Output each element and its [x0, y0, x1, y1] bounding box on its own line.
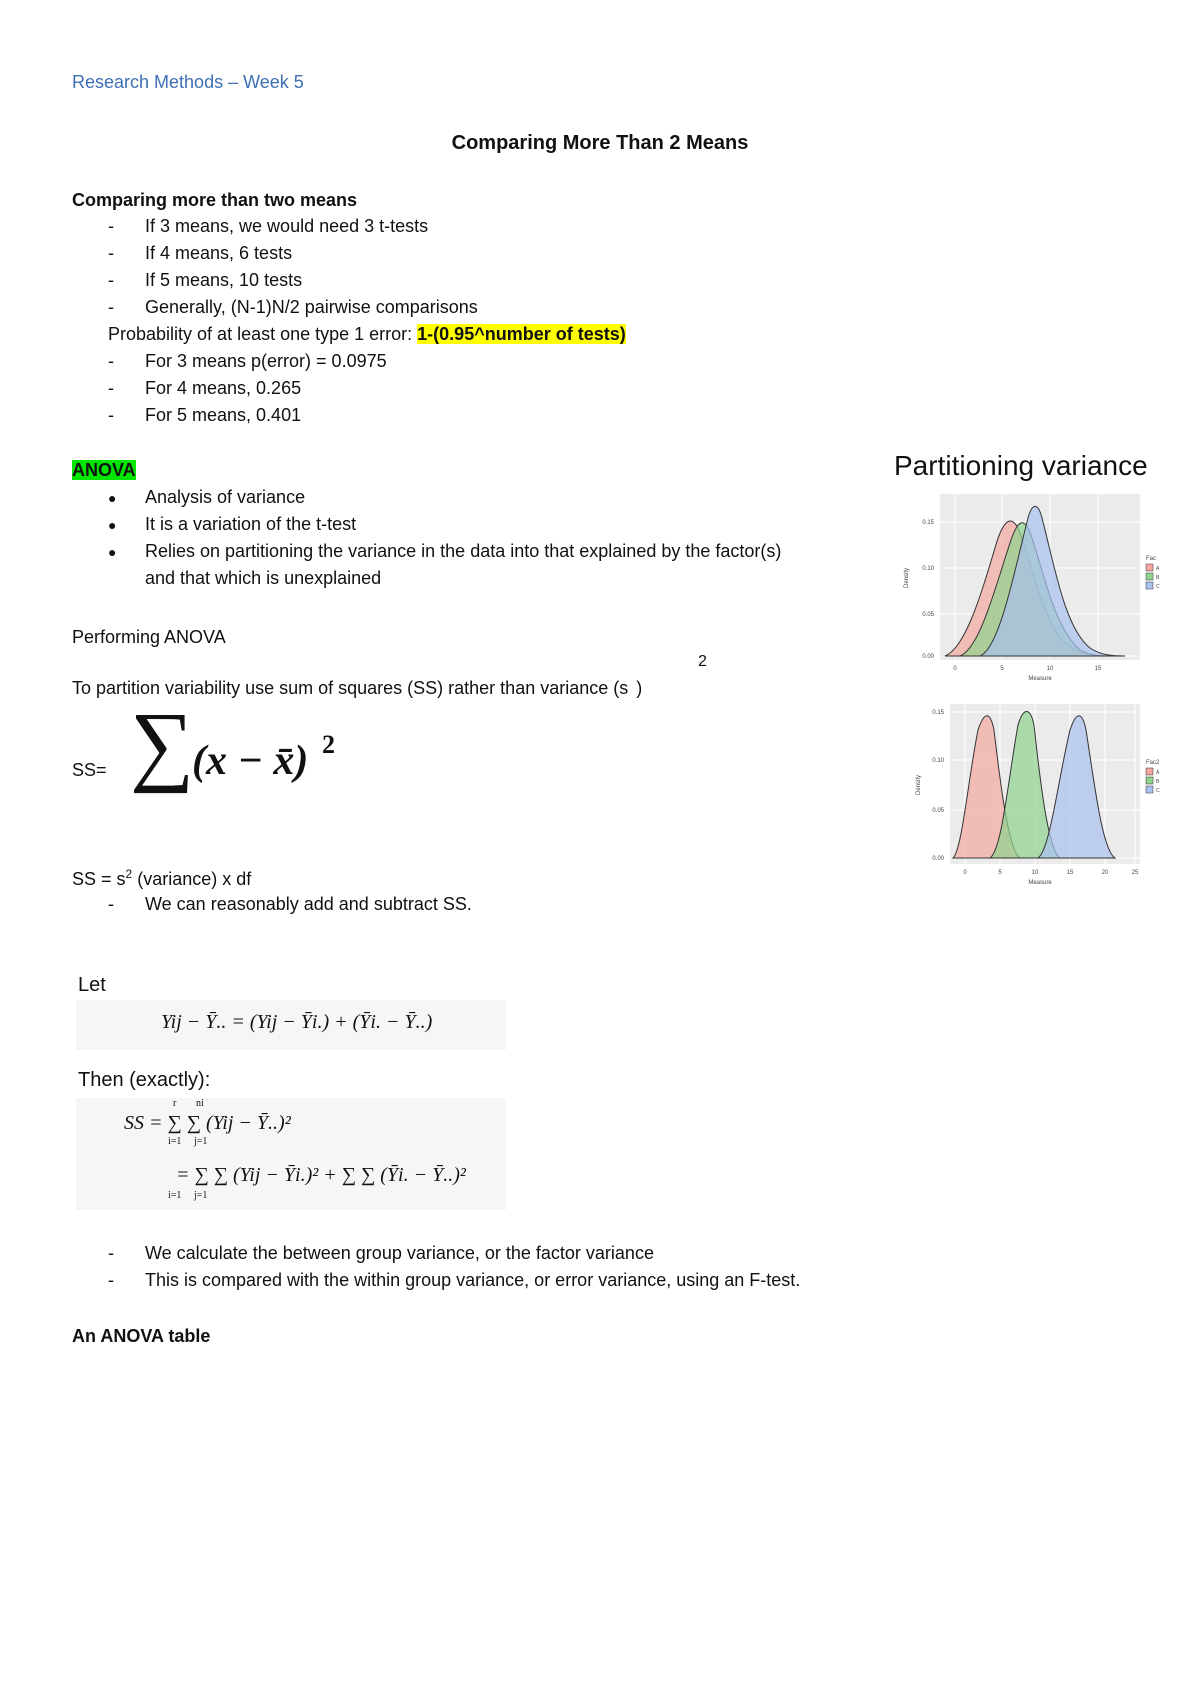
ss-formula-exponent: 2 [322, 730, 335, 759]
ss-formula-body: (x − x̄) [192, 738, 309, 784]
legend-swatch-b [1146, 573, 1153, 580]
x-tick-label: 5 [998, 870, 1002, 876]
y-axis-label: Density [904, 567, 910, 589]
ss-decomposition-box [76, 1098, 506, 1210]
legend-swatch-a [1146, 564, 1153, 571]
legend-label: B [1156, 575, 1160, 581]
variance-superscript: 2 [698, 653, 707, 670]
partition-text: To partition variability use sum of squares (SS) rather than variance (s ) [72, 678, 643, 698]
legend-swatch-c [1146, 786, 1153, 793]
density-plot-overlapping [890, 488, 1170, 688]
y-tick-label: 0.05 [932, 808, 944, 814]
list-item-text: Relies on partitioning the variance in the data into that explained by the factor(s) [145, 541, 782, 561]
x-tick-label: 15 [1094, 666, 1102, 672]
list-item-text: Analysis of variance [145, 487, 306, 507]
x-tick-label: 20 [1101, 870, 1109, 876]
y-axis-label: Density [916, 774, 922, 796]
list-item-text: For 5 means, 0.401 [145, 405, 302, 425]
sum-lower-limit: j=1 [194, 1190, 208, 1201]
performing-heading: Performing ANOVA [72, 627, 226, 647]
list-item-text: It is a variation of the t-test [145, 514, 357, 534]
anova-heading: ANOVA [72, 460, 136, 480]
list-item-text: If 5 means, 10 tests [145, 270, 303, 290]
list-item-text: We can reasonably add and subtract SS. [145, 894, 472, 914]
legend-label: A [1156, 566, 1160, 572]
sum-lower-limit: j=1 [194, 1136, 208, 1147]
density-plot-separated [890, 700, 1170, 890]
legend-swatch-c [1146, 582, 1153, 589]
y-tick-label: 0.15 [922, 520, 934, 526]
y-tick-label: 0.15 [932, 710, 944, 716]
legend-swatch-b [1146, 777, 1153, 784]
x-tick-label: 10 [1031, 870, 1039, 876]
x-tick-label: 25 [1131, 870, 1139, 876]
ss-equation: SS = $s^2$ (variance) x df [72, 867, 252, 889]
sigma-symbol: ∑ [130, 695, 195, 794]
legend-label: B [1156, 779, 1160, 785]
x-tick-label: 5 [1000, 666, 1004, 672]
page-title: Comparing More Than 2 Means [451, 132, 749, 154]
x-axis-label: Measure [1028, 676, 1052, 682]
list-item-text: This is compared with the within group variance, or error variance, using an F-test. [145, 1270, 801, 1290]
legend-title: Fac2 [1146, 760, 1160, 766]
let-equation-box [76, 1000, 506, 1050]
y-tick-label: 0.10 [932, 758, 944, 764]
then-label: Then (exactly): [78, 1069, 211, 1091]
let-label: Let [78, 974, 106, 996]
probability-line [108, 324, 626, 345]
probability-label: Probability of at least one type 1 error: [108, 324, 418, 344]
x-tick-label: 0 [963, 870, 967, 876]
document-header: Research Methods – Week 5 [72, 72, 304, 92]
legend-swatch-a [1146, 768, 1153, 775]
let-equation: Yij − Ȳ.. = (Yij − Ȳi.) + (Ȳi. − Ȳ..) [161, 1011, 433, 1033]
y-tick-label: 0.05 [922, 612, 934, 618]
ss-partition-equation: = ∑ ∑ (Yij − Ȳi.)² + ∑ ∑ (Ȳi. − Ȳ..)² [176, 1164, 466, 1186]
probability-formula: 1-(0.95^number of tests) [417, 324, 626, 344]
x-axis-label: Measure [1028, 880, 1052, 886]
anova-table-heading: An ANOVA table [72, 1326, 211, 1346]
list-item-text: If 3 means, we would need 3 t-tests [145, 216, 429, 236]
x-tick-label: 10 [1046, 666, 1054, 672]
legend-title: Fac [1146, 556, 1157, 562]
sum-upper-limit: ni [196, 1098, 204, 1109]
x-tick-label: 15 [1066, 870, 1074, 876]
sum-upper-limit: r [173, 1098, 177, 1109]
y-tick-label: 0.00 [932, 856, 944, 862]
ss-total-equation: SS = ∑ ∑ (Yij − Ȳ..)² [124, 1112, 291, 1134]
list-item-text: For 3 means p(error) = 0.0975 [145, 351, 387, 371]
y-tick-label: 0.10 [922, 566, 934, 572]
sum-lower-limit: i=1 [168, 1190, 182, 1201]
sum-lower-limit: i=1 [168, 1136, 182, 1147]
x-tick-label: 0 [953, 666, 957, 672]
list-item-text: Generally, (N-1)N/2 pairwise comparisons [145, 297, 478, 317]
legend-label: C [1156, 788, 1160, 794]
y-tick-label: 0.00 [922, 654, 934, 660]
list-item-text: If 4 means, 6 tests [145, 243, 293, 263]
list-item-text: and that which is unexplained [145, 568, 382, 588]
legend-label: C [1156, 584, 1160, 590]
ss-label: SS= [72, 760, 107, 780]
legend-label: A [1156, 770, 1160, 776]
section-heading: Comparing more than two means [72, 190, 358, 210]
list-item-text: For 4 means, 0.265 [145, 378, 302, 398]
list-item-text: We calculate the between group variance, or the factor variance [145, 1243, 654, 1263]
figure-title: Partitioning variance [894, 450, 1148, 481]
